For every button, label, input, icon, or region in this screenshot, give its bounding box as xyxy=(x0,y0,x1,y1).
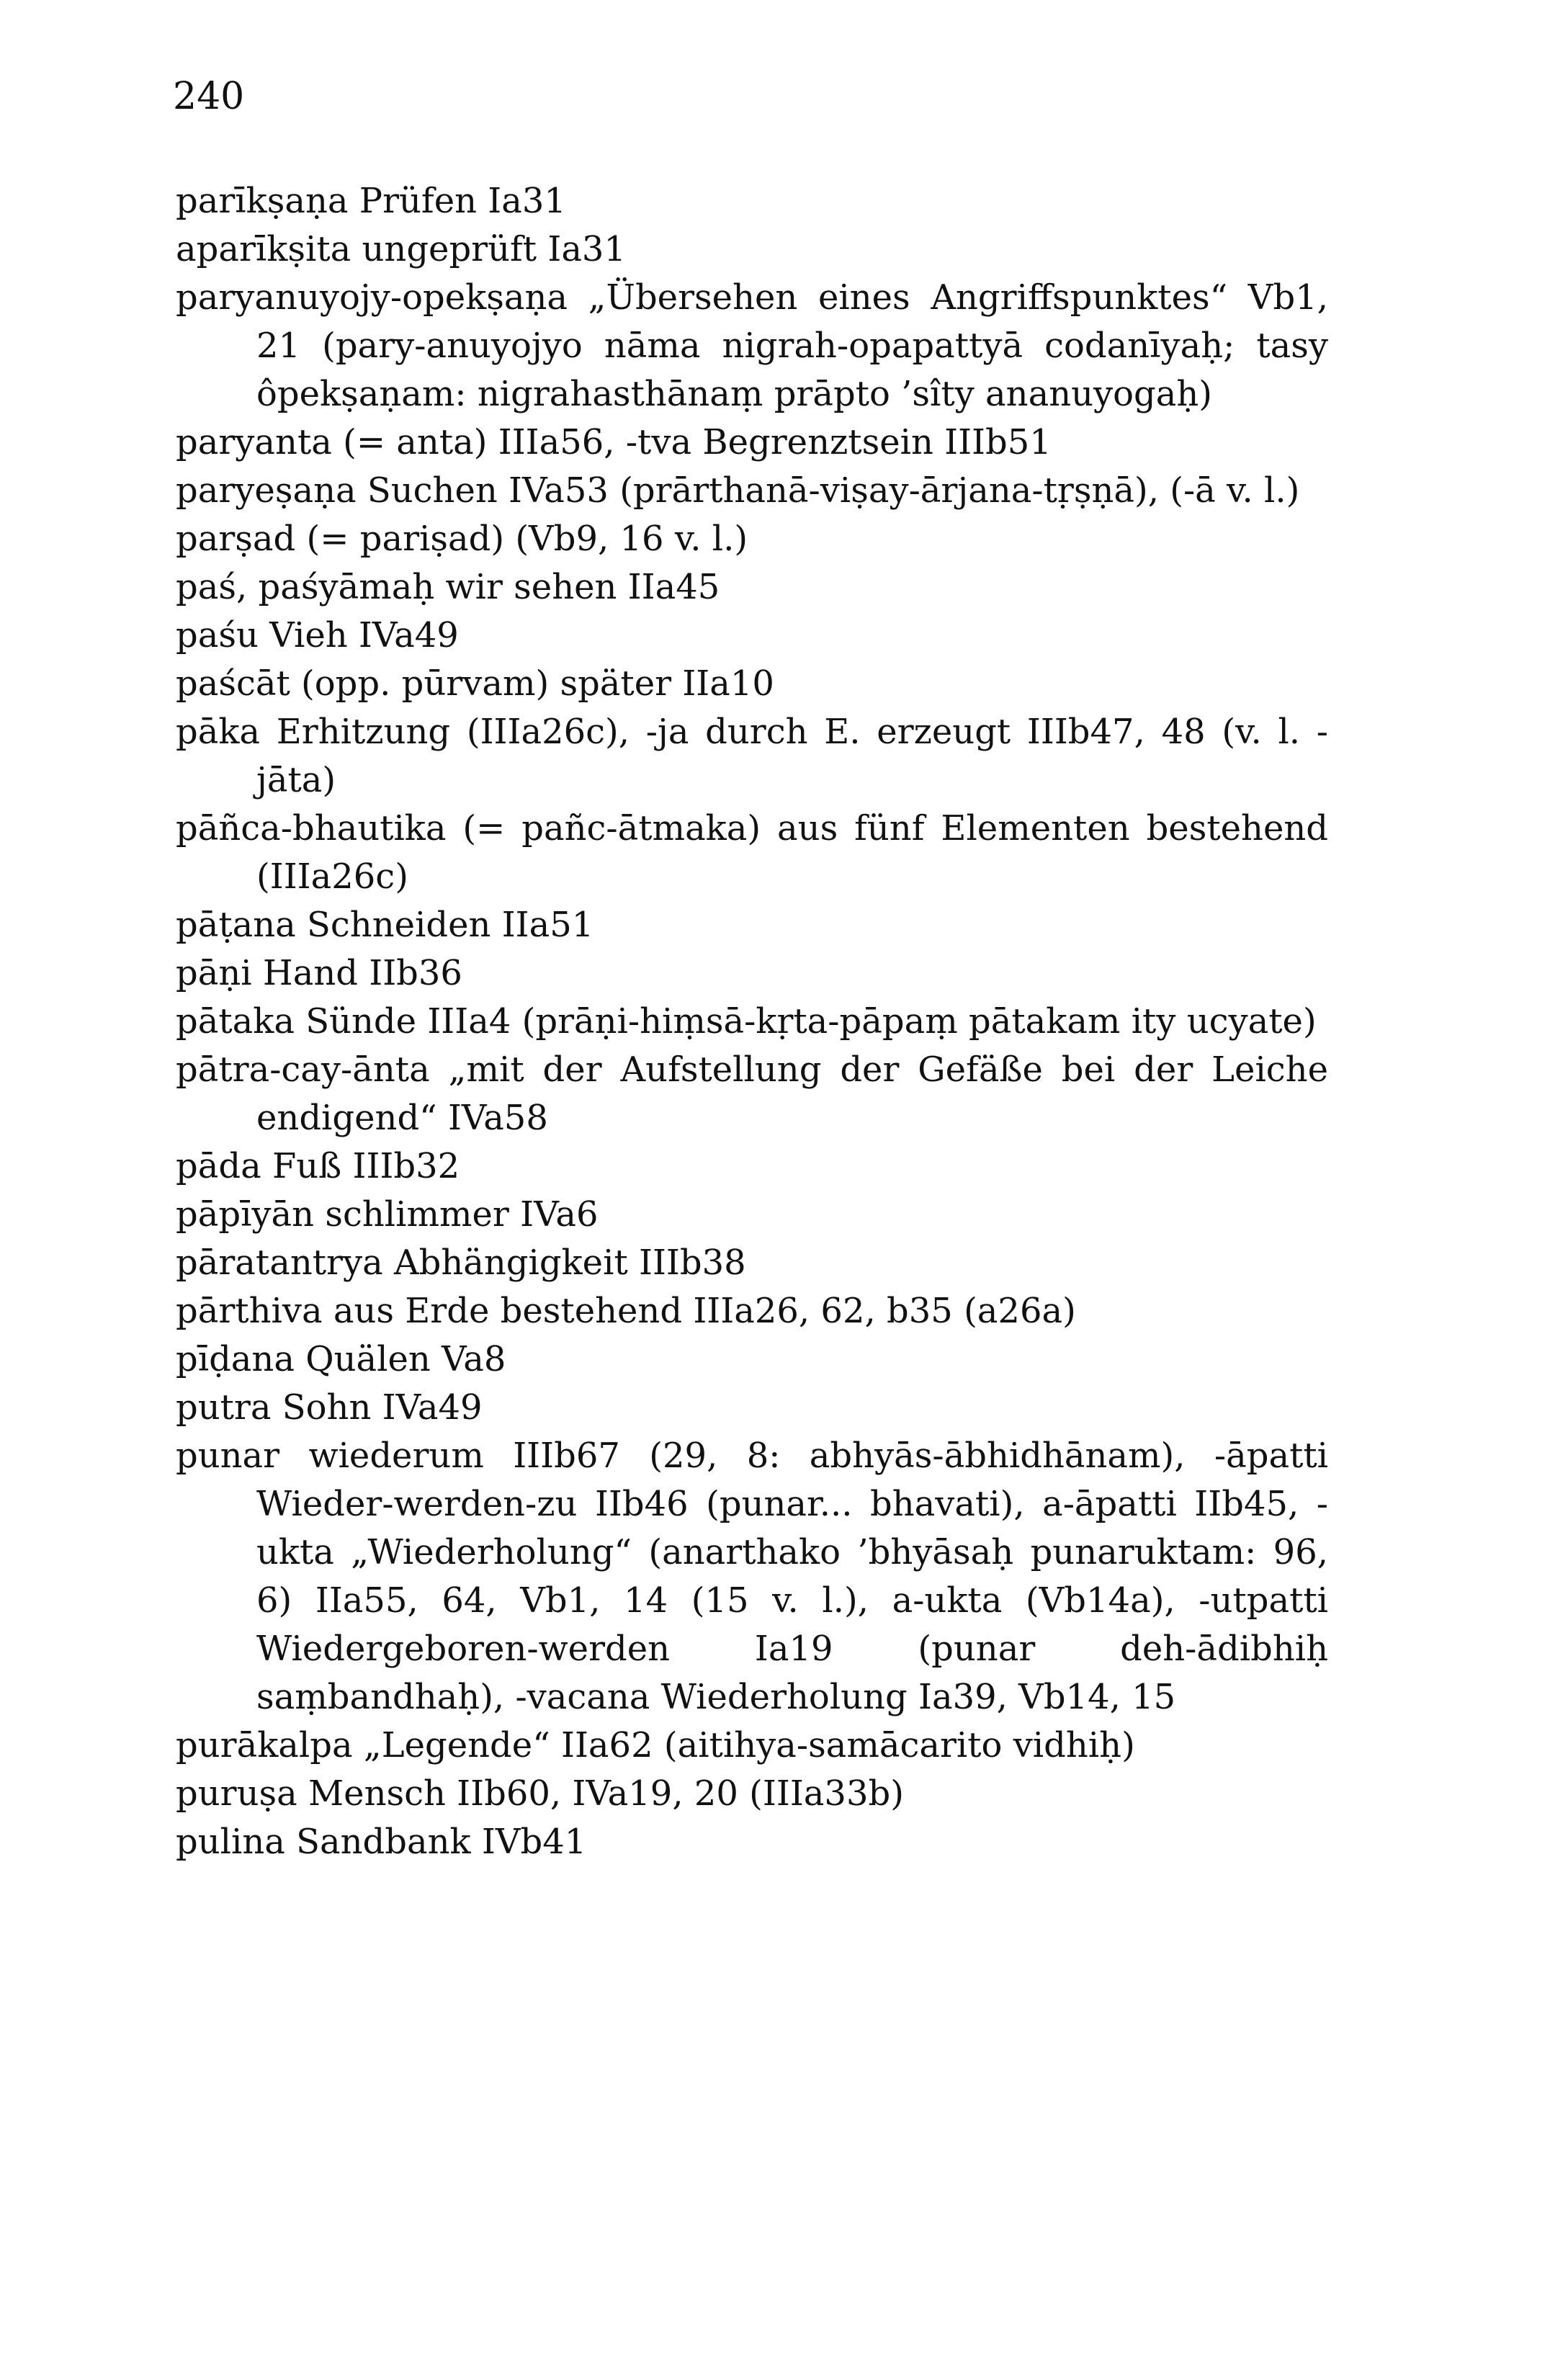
index-entry: paśu Vieh IVa49 xyxy=(176,615,459,655)
index-entry: putra Sohn IVa49 xyxy=(176,1387,483,1428)
index-entry: paryanuyojy-opekṣaṇa „Übersehen eines Angriffspunktes“ Vb1, 21 (pary-anuyojyo nāma nigrah-opapattyā codanīyaḥ; tasy ôpekṣaṇam: nigrahasthānaṃ prāpto ’sîty ananuyogaḥ) xyxy=(176,277,1328,414)
index-entry: aparīkṣita ungeprüft Ia31 xyxy=(176,229,627,269)
index-entry: pāka Erhitzung (IIIa26c), -ja durch E. erzeugt IIIb47, 48 (v. l. -jāta) xyxy=(176,712,1328,800)
index-entry: parṣad (= pariṣad) (Vb9, 16 v. l.) xyxy=(176,519,748,559)
index-entry: pāratantrya Abhängigkeit IIIb38 xyxy=(176,1243,746,1283)
index-entry-list xyxy=(176,177,1328,1866)
index-entry: pāda Fuß IIIb32 xyxy=(176,1146,460,1186)
index-entry: pāṭana Schneiden IIa51 xyxy=(176,905,594,945)
index-entry: pātra-cay-ānta „mit der Aufstellung der Gefäße bei der Leiche endigend“ IVa58 xyxy=(176,1049,1328,1138)
index-entry: punar wiederum IIIb67 (29, 8: abhyās-ābhidhānam), -āpatti Wieder-werden-zu IIb46 (punar... bhavati), a-āpatti IIb45, -ukta „Wiederholung“ (anarthako ’bhyāsaḥ punaruktam: 96, 6) IIa55, 64, Vb1, 14 (15 v. l.), a-ukta (Vb14a), -utpatti Wiedergeboren-werden Ia19 (punar deh-ādibhiḥ saṃbandhaḥ), -vacana Wiederholung Ia39, Vb14, 15 xyxy=(176,1436,1328,1717)
index-entry: parīkṣaṇa Prüfen Ia31 xyxy=(176,181,566,221)
index-entry: purākalpa „Legende“ IIa62 (aitihya-samācarito vidhiḥ) xyxy=(176,1725,1135,1765)
index-entry: paś, paśyāmaḥ wir sehen IIa45 xyxy=(176,567,720,607)
index-entry: pārthiva aus Erde bestehend IIIa26, 62, b35 (a26a) xyxy=(176,1291,1076,1331)
index-entry: pātaka Sünde IIIa4 (prāṇi-hiṃsā-kṛta-pāpaṃ pātakam ity ucyate) xyxy=(176,1001,1317,1042)
index-entry: paryanta (= anta) IIIa56, -tva Begrenztsein IIIb51 xyxy=(176,422,1052,462)
index-entry: pāpīyān schlimmer IVa6 xyxy=(176,1194,599,1235)
index-entry: paścāt (opp. pūrvam) später IIa10 xyxy=(176,663,774,704)
index-entry: pāñca-bhautika (= pañc-ātmaka) aus fünf Elementen bestehend (IIIa26c) xyxy=(176,808,1328,897)
index-entry: pulina Sandbank IVb41 xyxy=(176,1822,587,1862)
index-entry: pīḍana Quälen Va8 xyxy=(176,1339,506,1379)
index-entry: puruṣa Mensch IIb60, IVa19, 20 (IIIa33b) xyxy=(176,1773,904,1814)
index-entry: pāṇi Hand IIb36 xyxy=(176,953,462,993)
page-number: 240 xyxy=(173,75,245,118)
index-entry: paryeṣaṇa Suchen IVa53 (prārthanā-viṣay-ārjana-tṛṣṇā), (-ā v. l.) xyxy=(176,470,1300,511)
